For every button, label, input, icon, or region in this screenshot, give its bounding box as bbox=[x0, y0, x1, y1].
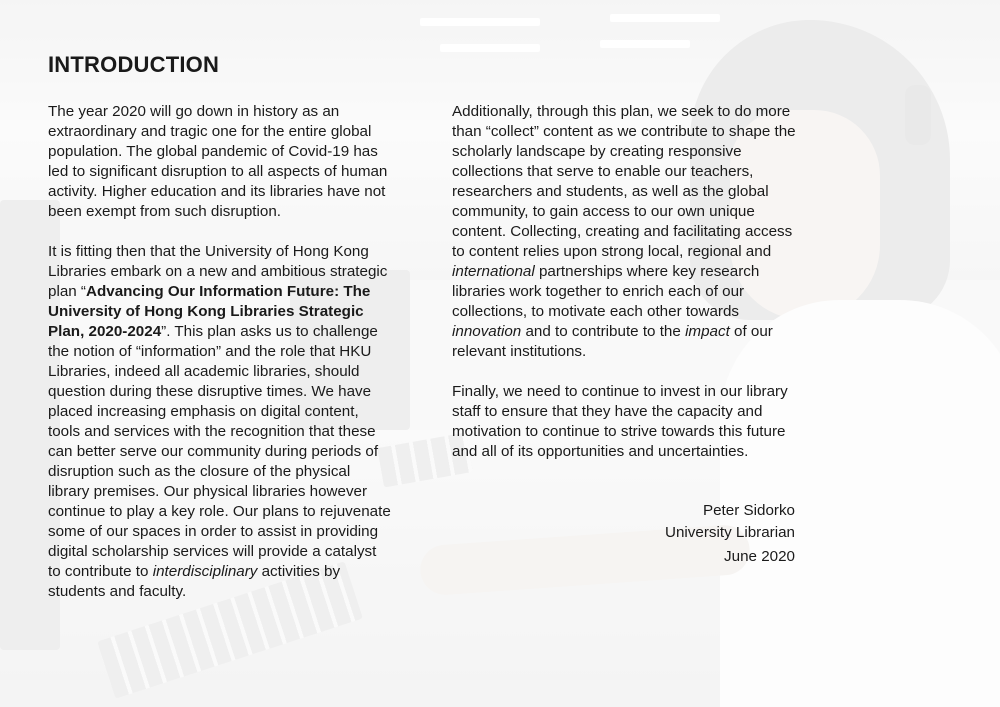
signature-block bbox=[665, 500, 795, 568]
text-run: and to contribute to the bbox=[521, 323, 686, 340]
text-run: activities by students and faculty. bbox=[48, 563, 341, 600]
paragraph: The year 2020 will go down in history as an extraordinary and tragic one for the entire global population. The global pandemic of Covid-19 has led to significant disruption to all aspects of human activity. Higher education and its libraries have not been exempt from such disruption. bbox=[48, 103, 388, 220]
emphasis: interdisciplinary bbox=[152, 563, 258, 580]
signature-title: University Librarian bbox=[665, 524, 795, 541]
paragraph bbox=[452, 102, 797, 362]
text-run: Additionally, through this plan, we seek to do more than “collect” content as we contribute to shape the scholarly landscape by creating responsive collections that serve to enable our teachers, researchers and students, as well as the global community, to gain access to our own unique content. Collecting, creating and facilitating access to content relies upon strong local, regional and bbox=[452, 103, 796, 260]
left-column bbox=[48, 102, 393, 622]
text-run: ”. This plan asks us to challenge the notion of “information” and the role that HKU Libraries, indeed all academic libraries, should question during these disruptive times. We have placed increasing emphasis on digital content, tools and services with the recognition that these can better serve our community during periods of disruption such as the closure of the physical library premises. Our physical libraries however continue to play a key role. Our plans to rejuvenate some of our spaces in order to assist in providing digital scholarship services will provide a catalyst to contribute to bbox=[48, 323, 391, 580]
signature-name: Peter Sidorko bbox=[702, 502, 795, 519]
page-title: INTRODUCTION bbox=[48, 52, 220, 77]
paragraph: Finally, we need to continue to invest in our library staff to ensure that they have the capacity and motivation to continue to strive towards this future and all of its opportunities and uncertainties. bbox=[452, 383, 788, 460]
plan-title: Advancing Our Information Future: The University of Hong Kong Libraries Strategic Plan, 2020-2024 bbox=[48, 283, 371, 340]
signature-date: June 2020 bbox=[724, 548, 795, 565]
emphasis: innovation bbox=[452, 323, 522, 340]
right-column bbox=[452, 102, 797, 482]
text-run: It is fitting then that the University of Hong Kong Libraries embark on a new and ambitious strategic plan “ bbox=[48, 243, 388, 300]
emphasis: international bbox=[452, 263, 535, 280]
paragraph bbox=[48, 242, 393, 602]
text-run: of our relevant institutions. bbox=[452, 323, 773, 360]
text-run: partnerships where key research libraries work together to enrich each of our collections, to motivate each other towards bbox=[452, 263, 760, 320]
emphasis: impact bbox=[685, 323, 730, 340]
